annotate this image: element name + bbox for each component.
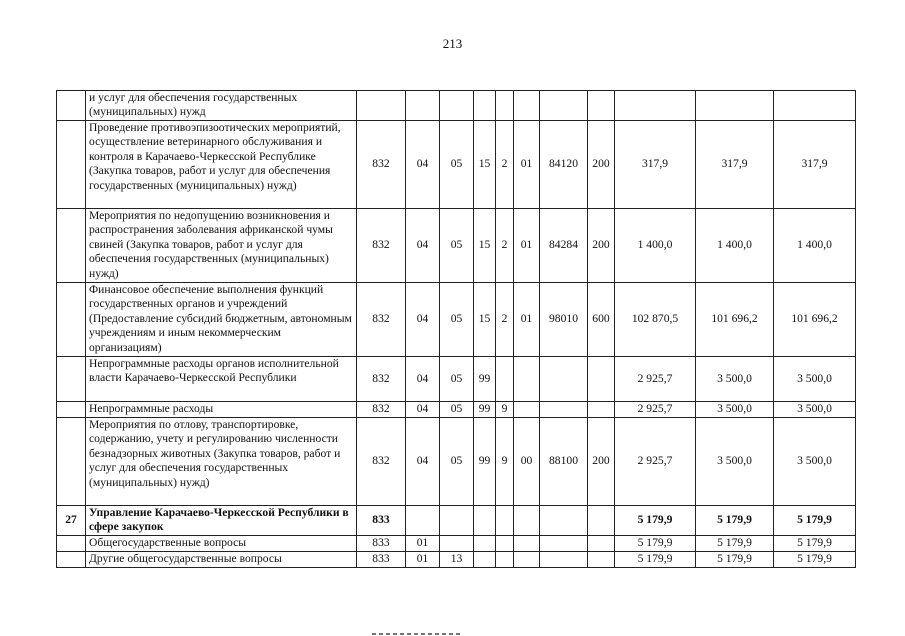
csr-subprogram-cell: 9 [496, 418, 514, 506]
table-row [57, 551, 856, 567]
amount-2023-cell: 3 500,0 [696, 402, 774, 418]
table-row [57, 506, 856, 536]
csr-program-cell [474, 506, 496, 536]
vr-code-cell [588, 506, 615, 536]
vr-code-cell: 200 [588, 418, 615, 506]
csr-code-cell [540, 551, 588, 567]
csr-direction-cell [514, 535, 540, 551]
pr-code-cell: 05 [440, 418, 474, 506]
pr-code-cell [440, 535, 474, 551]
rz-code-cell: 04 [406, 121, 440, 209]
table-row [57, 91, 856, 121]
csr-program-cell: 15 [474, 209, 496, 283]
csr-subprogram-cell [496, 551, 514, 567]
row-number-cell [57, 402, 86, 418]
amount-2024-cell: 5 179,9 [774, 506, 856, 536]
amount-2024-cell: 5 179,9 [774, 535, 856, 551]
rz-code-cell [406, 506, 440, 536]
amount-2023-cell: 5 179,9 [696, 506, 774, 536]
csr-code-cell [540, 535, 588, 551]
pr-code-cell: 05 [440, 357, 474, 402]
grbs-code-cell: 833 [357, 551, 406, 567]
amount-2024-cell: 3 500,0 [774, 357, 856, 402]
table-row [57, 402, 856, 418]
grbs-code-cell: 833 [357, 506, 406, 536]
table-row [57, 535, 856, 551]
grbs-code-cell [357, 91, 406, 121]
pr-code-cell: 05 [440, 283, 474, 357]
page-number: 213 [442, 36, 463, 51]
amount-2022-cell: 5 179,9 [615, 551, 696, 567]
pr-code-cell [440, 506, 474, 536]
table-row [57, 418, 856, 506]
grbs-code-cell: 832 [357, 402, 406, 418]
amount-2023-cell: 5 179,9 [696, 535, 774, 551]
vr-code-cell: 600 [588, 283, 615, 357]
vr-code-cell: 200 [588, 121, 615, 209]
amount-2022-cell: 1 400,0 [615, 209, 696, 283]
row-number-cell: 27 [57, 506, 86, 536]
vr-code-cell [588, 402, 615, 418]
rz-code-cell: 04 [406, 418, 440, 506]
rz-code-cell: 01 [406, 535, 440, 551]
row-name-cell: Общегосударственные вопросы [86, 535, 357, 551]
row-number-cell [57, 121, 86, 209]
rz-code-cell: 04 [406, 209, 440, 283]
csr-code-cell: 84120 [540, 121, 588, 209]
pr-code-cell: 13 [440, 551, 474, 567]
csr-code-cell [540, 402, 588, 418]
csr-code-cell: 88100 [540, 418, 588, 506]
amount-2023-cell: 1 400,0 [696, 209, 774, 283]
row-number-cell [57, 283, 86, 357]
table-row [57, 283, 856, 357]
csr-code-cell [540, 91, 588, 121]
rz-code-cell: 04 [406, 402, 440, 418]
row-number-cell [57, 209, 86, 283]
amount-2024-cell: 5 179,9 [774, 551, 856, 567]
csr-direction-cell [514, 506, 540, 536]
rz-code-cell: 04 [406, 283, 440, 357]
csr-subprogram-cell [496, 535, 514, 551]
row-name-cell: Непрограммные расходы органов исполнительной власти Карачаево-Черкесской Республики [86, 357, 357, 402]
csr-program-cell: 15 [474, 283, 496, 357]
amount-2022-cell: 2 925,7 [615, 402, 696, 418]
pr-code-cell: 05 [440, 121, 474, 209]
csr-subprogram-cell: 9 [496, 402, 514, 418]
csr-subprogram-cell: 2 [496, 283, 514, 357]
amount-2022-cell [615, 91, 696, 121]
amount-2024-cell: 3 500,0 [774, 402, 856, 418]
vr-code-cell: 200 [588, 209, 615, 283]
csr-direction-cell: 01 [514, 121, 540, 209]
row-name-cell: Мероприятия по отлову, транспортировке, содержанию, учету и регулированию численности безнадзорных животных (Закупка товаров, работ и услуг для обеспечения государственных (муниципальных) нужд) [86, 418, 357, 506]
amount-2024-cell [774, 91, 856, 121]
amount-2023-cell: 3 500,0 [696, 418, 774, 506]
csr-code-cell [540, 357, 588, 402]
amount-2023-cell: 317,9 [696, 121, 774, 209]
amount-2022-cell: 5 179,9 [615, 506, 696, 536]
csr-subprogram-cell [496, 506, 514, 536]
csr-program-cell: 99 [474, 357, 496, 402]
table-row [57, 357, 856, 402]
csr-code-cell [540, 506, 588, 536]
rz-code-cell: 01 [406, 551, 440, 567]
grbs-code-cell: 832 [357, 418, 406, 506]
csr-direction-cell: 01 [514, 209, 540, 283]
row-number-cell [57, 418, 86, 506]
amount-2024-cell: 1 400,0 [774, 209, 856, 283]
amount-2023-cell: 5 179,9 [696, 551, 774, 567]
csr-direction-cell [514, 551, 540, 567]
csr-subprogram-cell: 2 [496, 209, 514, 283]
row-name-cell: Финансовое обеспечение выполнения функций государственных органов и учреждений (Предоставление субсидий бюджетным, автономным учреждениям и иным некоммерческим организациям) [86, 283, 357, 357]
grbs-code-cell: 832 [357, 283, 406, 357]
row-name-cell: Непрограммные расходы [86, 402, 357, 418]
amount-2023-cell [696, 91, 774, 121]
vr-code-cell [588, 91, 615, 121]
amount-2022-cell: 2 925,7 [615, 418, 696, 506]
csr-direction-cell [514, 357, 540, 402]
vr-code-cell [588, 357, 615, 402]
row-number-cell [57, 91, 86, 121]
rz-code-cell [406, 91, 440, 121]
amount-2023-cell: 101 696,2 [696, 283, 774, 357]
pr-code-cell: 05 [440, 402, 474, 418]
rz-code-cell: 04 [406, 357, 440, 402]
vr-code-cell [588, 551, 615, 567]
csr-subprogram-cell: 2 [496, 121, 514, 209]
amount-2023-cell: 3 500,0 [696, 357, 774, 402]
csr-direction-cell: 01 [514, 283, 540, 357]
csr-direction-cell: 00 [514, 418, 540, 506]
row-number-cell [57, 535, 86, 551]
csr-program-cell: 99 [474, 402, 496, 418]
amount-2022-cell: 2 925,7 [615, 357, 696, 402]
pr-code-cell: 05 [440, 209, 474, 283]
row-name-cell: Проведение противоэпизоотических мероприятий, осуществление ветеринарного обслуживания и контроля в Карачаево-Черкесской Республике (Закупка товаров, работ и услуг для обеспечения государственных (муниципальных) нужд) [86, 121, 357, 209]
row-number-cell [57, 551, 86, 567]
amount-2022-cell: 102 870,5 [615, 283, 696, 357]
row-number-cell [57, 357, 86, 402]
grbs-code-cell: 832 [357, 121, 406, 209]
csr-code-cell: 84284 [540, 209, 588, 283]
csr-subprogram-cell [496, 91, 514, 121]
csr-program-cell: 15 [474, 121, 496, 209]
grbs-code-cell: 832 [357, 209, 406, 283]
amount-2024-cell: 101 696,2 [774, 283, 856, 357]
row-name-cell: Управление Карачаево-Черкесской Республики в сфере закупок [86, 506, 357, 536]
csr-direction-cell [514, 402, 540, 418]
amount-2024-cell: 317,9 [774, 121, 856, 209]
vr-code-cell [588, 535, 615, 551]
row-name-cell: и услуг для обеспечения государственных (муниципальных) нужд [86, 91, 357, 121]
csr-code-cell: 98010 [540, 283, 588, 357]
csr-program-cell [474, 551, 496, 567]
csr-program-cell [474, 91, 496, 121]
amount-2022-cell: 5 179,9 [615, 535, 696, 551]
table-row [57, 121, 856, 209]
grbs-code-cell: 833 [357, 535, 406, 551]
budget-table [56, 90, 856, 568]
csr-program-cell: 99 [474, 418, 496, 506]
csr-direction-cell [514, 91, 540, 121]
grbs-code-cell: 832 [357, 357, 406, 402]
amount-2022-cell: 317,9 [615, 121, 696, 209]
amount-2024-cell: 3 500,0 [774, 418, 856, 506]
row-name-cell: Мероприятия по недопущению возникновения и распространения заболевания африканской чумы свиней (Закупка товаров, работ и услуг для обеспечения государственных (муниципальных) нужд) [86, 209, 357, 283]
table-row [57, 209, 856, 283]
scan-artifact [372, 633, 462, 635]
row-name-cell: Другие общегосударственные вопросы [86, 551, 357, 567]
pr-code-cell [440, 91, 474, 121]
csr-subprogram-cell [496, 357, 514, 402]
csr-program-cell [474, 535, 496, 551]
